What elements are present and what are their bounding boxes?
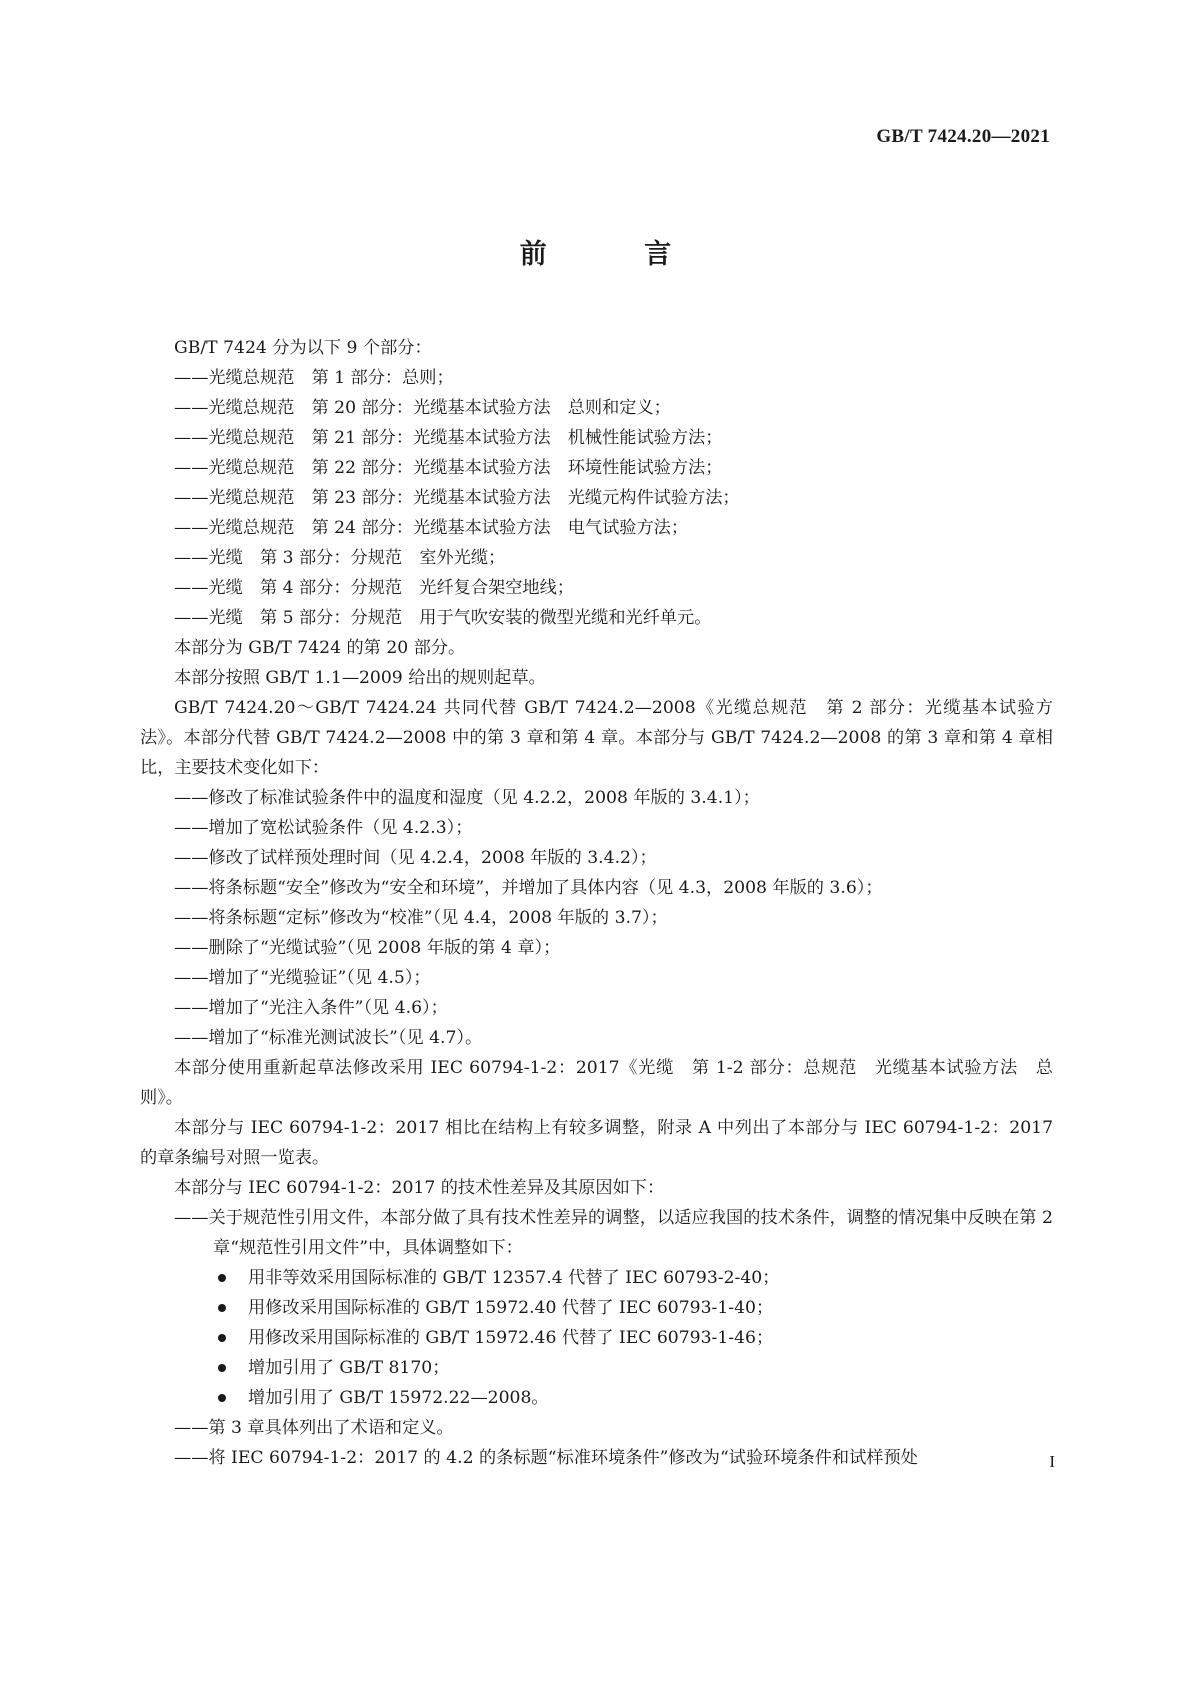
paragraph-parts-intro: GB/T 7424 分为以下 9 个部分： — [174, 338, 432, 358]
list-item: ——光缆总规范 第 20 部分：光缆基本试验方法 总则和定义； — [174, 398, 671, 418]
list-item: ——光缆总规范 第 24 部分：光缆基本试验方法 电气试验方法； — [174, 518, 689, 538]
paragraph-adoption: 本部分使用重新起草法修改采用 IEC 60794-1-2：2017《光缆 第 1-2 部分：总规范 光缆基本试验方法 总则》。 — [140, 1058, 1053, 1108]
bullet-dot-icon — [218, 1394, 226, 1402]
bullet-item: 用修改采用国际标准的 GB/T 15972.46 代替了 IEC 60793-1-46； — [140, 1323, 1053, 1353]
list-item: ——关于规范性引用文件，本部分做了具有技术性差异的调整，以适应我国的技术条件，调整的情况集中反映在第 2 章“规范性引用文件”中，具体调整如下： — [174, 1208, 1053, 1258]
list-item: ——光缆总规范 第 23 部分：光缆基本试验方法 光缆元构件试验方法； — [174, 488, 740, 508]
page-title: 前 言 — [519, 239, 716, 270]
list-item: ——光缆总规范 第 22 部分：光缆基本试验方法 环境性能试验方法； — [174, 458, 723, 478]
list-item: ——修改了标准试验条件中的温度和湿度（见 4.2.2，2008 年版的 3.4.1）； — [174, 788, 760, 808]
paragraph-replacement: GB/T 7424.20～GB/T 7424.24 共同代替 GB/T 7424.2—2008《光缆总规范 第 2 部分：光缆基本试验方法》。本部分代替 GB/T 7424.2—2008 中的第 3 章和第 4 章。本部分与 GB/T 7424.2—2008 的第 3 章和第 4 章相比，主要技术变化如下： — [140, 698, 1053, 778]
paragraph-drafting-rules: 本部分按照 GB/T 1.1—2009 给出的规则起草。 — [174, 668, 546, 688]
bullet-dot-icon — [218, 1334, 226, 1342]
list-item: ——将 IEC 60794-1-2：2017 的 4.2 的条标题“标准环境条件”修改为“试验环境条件和试样预处 — [174, 1448, 918, 1468]
bullet-item: 用非等效采用国际标准的 GB/T 12357.4 代替了 IEC 60793-2-40； — [140, 1263, 1053, 1293]
paragraph-differences: 本部分与 IEC 60794-1-2：2017 的技术性差异及其原因如下： — [174, 1178, 665, 1198]
list-item: ——将条标题“安全”修改为“安全和环境”，并增加了具体内容（见 4.3，2008 年版的 3.6）； — [174, 878, 883, 898]
bullet-dot-icon — [218, 1274, 226, 1282]
list-item: ——将条标题“定标”修改为“校准”（见 4.4，2008 年版的 3.7）； — [174, 908, 668, 928]
page-number: I — [1049, 1452, 1055, 1471]
list-item: ——增加了宽松试验条件（见 4.2.3）； — [174, 818, 473, 838]
bullet-item: 用修改采用国际标准的 GB/T 15972.40 代替了 IEC 60793-1-40； — [140, 1293, 1053, 1323]
list-item: ——光缆总规范 第 1 部分：总则； — [174, 368, 454, 388]
paragraph-structure: 本部分与 IEC 60794-1-2：2017 相比在结构上有较多调整，附录 A 中列出了本部分与 IEC 60794-1-2：2017 的章条编号对照一览表。 — [140, 1118, 1053, 1168]
bullet-item: 增加引用了 GB/T 15972.22—2008。 — [140, 1383, 1053, 1413]
paragraph-part-number: 本部分为 GB/T 7424 的第 20 部分。 — [174, 638, 466, 658]
list-item: ——增加了“光缆验证”（见 4.5）； — [174, 968, 431, 988]
list-item: ——光缆总规范 第 21 部分：光缆基本试验方法 机械性能试验方法； — [174, 428, 723, 448]
list-item: ——增加了“光注入条件”（见 4.6）； — [174, 998, 448, 1018]
list-item: ——修改了试样预处理时间（见 4.2.4，2008 年版的 3.4.2）； — [174, 848, 657, 868]
list-item: ——删除了“光缆试验”（见 2008 年版的第 4 章）； — [174, 938, 561, 958]
list-item: ——光缆 第 3 部分：分规范 室外光缆； — [174, 548, 506, 568]
list-item: ——光缆 第 4 部分：分规范 光纤复合架空地线； — [174, 578, 574, 598]
bullet-item: 增加引用了 GB/T 8170； — [140, 1353, 1053, 1383]
bullet-dot-icon — [218, 1364, 226, 1372]
list-item: ——增加了“标准光测试波长”（见 4.7）。 — [174, 1028, 483, 1048]
list-item: ——第 3 章具体列出了术语和定义。 — [174, 1418, 454, 1438]
bullet-dot-icon — [218, 1304, 226, 1312]
list-item: ——光缆 第 5 部分：分规范 用于气吹安装的微型光缆和光纤单元。 — [174, 608, 712, 628]
foreword-body — [140, 333, 1053, 1473]
standard-number: GB/T 7424.20—2021 — [876, 126, 1050, 147]
